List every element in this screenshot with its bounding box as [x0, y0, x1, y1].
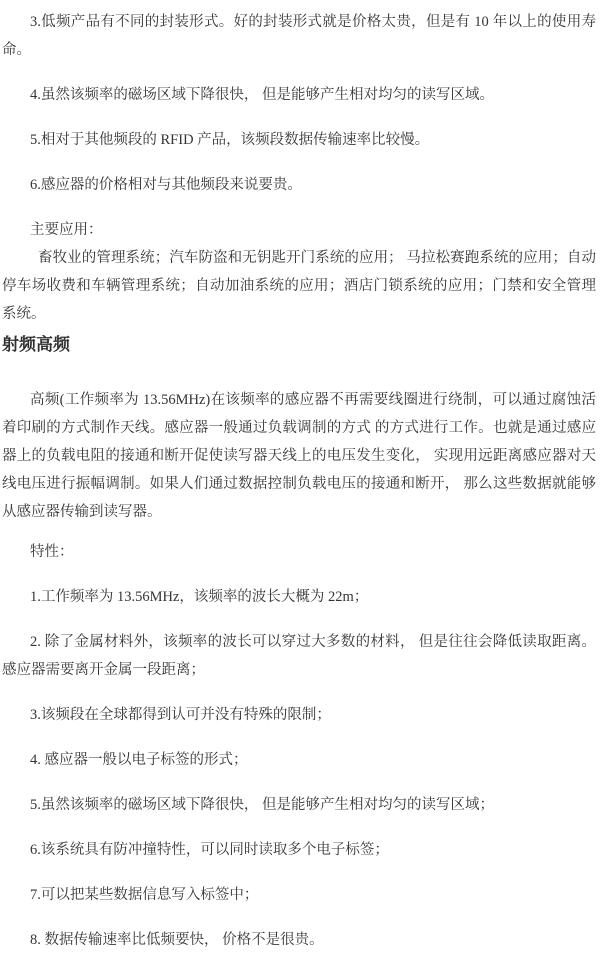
hf-intro-paragraph: 高频(工作频率为 13.56MHz)在该频率的感应器不再需要线圈进行绕制，可以通过腐蚀活着印刷的方式制作天线。感应器一般通过负载调制的方式 的方式进行工作。也就是通过感应器上的负载电阻的接通和断开促使读写器天线上的电压发生变化， 实现用远距离感应器对天线电压进行振幅调制。如果人们通过数据控制负载电压的接通和断开， 那么这些数据就能够从感应器传输到读写器。: [2, 392, 596, 520]
section-heading-rf-high-frequency: 射频高频: [2, 335, 70, 354]
feature-item-1: 1.工作频率为 13.56MHz，该频率的波长大概为 22m；: [30, 589, 369, 605]
feature-item-4: 4. 感应器一般以电子标签的形式；: [30, 752, 248, 768]
features-label: 特性：: [30, 544, 74, 560]
feature-item-8: 8. 数据传输速率比低频要快， 价格不是很贵。: [30, 932, 324, 948]
paragraph-low-freq-note-3: 3.低频产品有不同的封装形式。好的封装形式就是价格太贵，但是有 10 年以上的使用寿命。: [2, 14, 596, 58]
applications-label: 主要应用：: [30, 222, 103, 238]
feature-list: [2, 583, 596, 954]
feature-item-5: 5.虽然该频率的磁场区域下降很快， 但是能够产生相对均匀的读写区域；: [30, 797, 494, 813]
feature-item-3: 3.该频段在全球都得到认可并没有特殊的限制；: [30, 707, 331, 723]
paragraph-low-freq-note-4: 4.虽然该频率的磁场区域下降很快， 但是能够产生相对均匀的读写区域。: [30, 87, 494, 103]
feature-item-6: 6.该系统具有防冲撞特性，可以同时读取多个电子标签；: [30, 842, 389, 858]
feature-item-7: 7.可以把某些数据信息写入标签中；: [30, 887, 259, 903]
paragraph-low-freq-note-5: 5.相对于其他频段的 RFID 产品，该频段数据传输速率比较慢。: [30, 132, 430, 148]
applications-text: 畜牧业的管理系统；汽车防盗和无钥匙开门系统的应用； 马拉松赛跑系统的应用；自动停车场收费和车辆管理系统；自动加油系统的应用；酒店门锁系统的应用；门禁和安全管理系统。: [2, 250, 596, 322]
paragraph-low-freq-note-6: 6.感应器的价格相对与其他频段来说要贵。: [30, 177, 302, 193]
feature-item-2: 2. 除了金属材料外，该频率的波长可以穿过大多数的材料， 但是往往会降低读取距离。感应器需要离开金属一段距离；: [2, 634, 596, 678]
